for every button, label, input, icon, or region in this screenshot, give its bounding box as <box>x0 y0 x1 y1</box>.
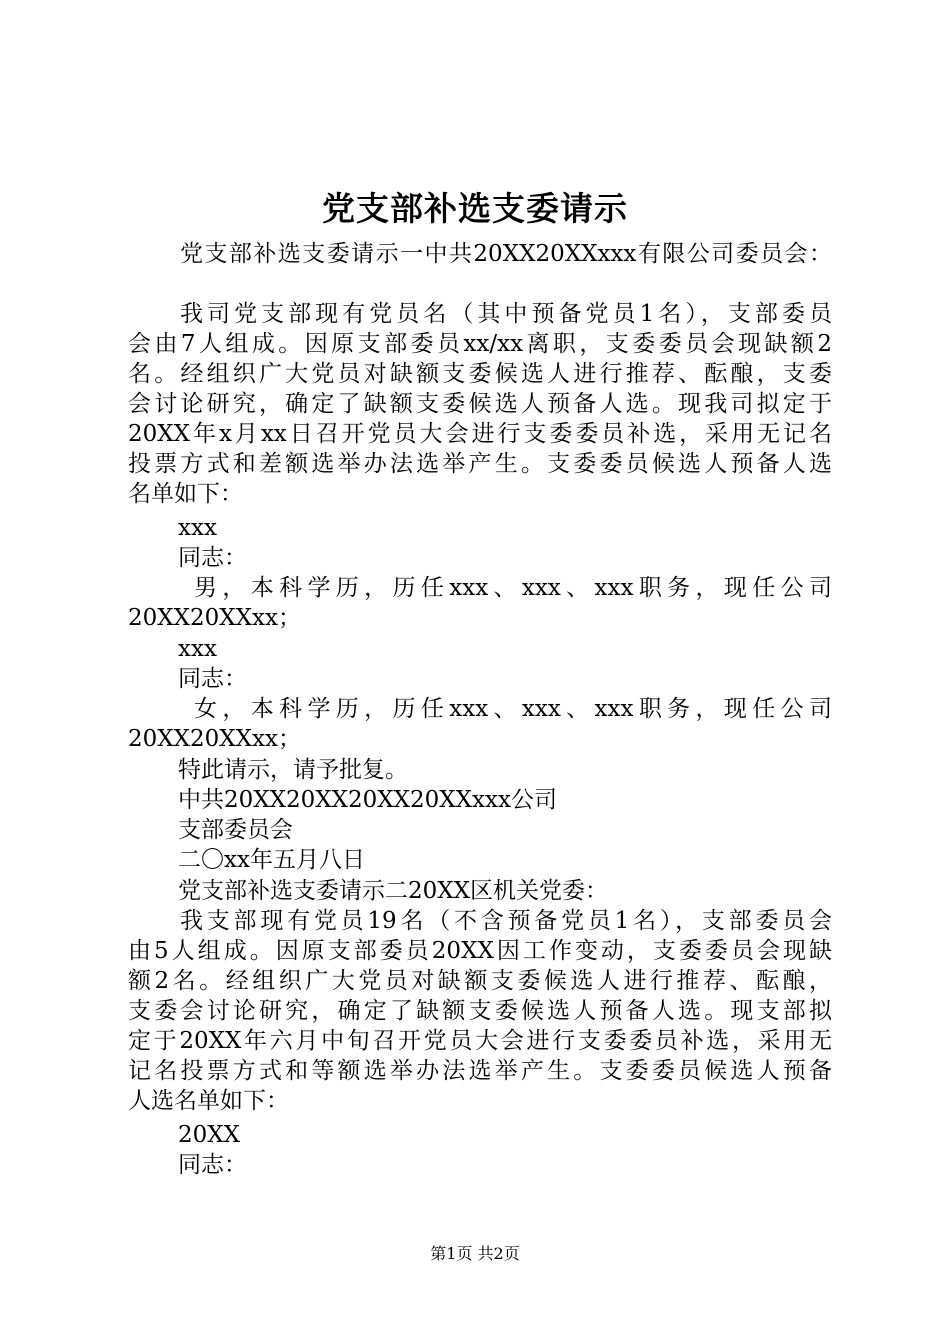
text-line: 中共20XX20XX20XX20XXxxx公司 <box>178 787 557 813</box>
text-line: 20XX20XXxx； <box>128 726 301 752</box>
text-line: 会由7人组成。因原支部委员xx/xx离职，支委委员会现缺额2 <box>128 331 832 357</box>
text-line: 党支部补选支委请示一中共20XX20XXxxx有限公司委员会： <box>180 241 832 267</box>
text-line: 20XX20XXxx； <box>128 605 301 631</box>
text-line: xxx <box>178 636 217 662</box>
text-line: 同志： <box>178 545 247 571</box>
text-line: 支委会讨论研究，确定了缺额支委候选人预备人选。现支部拟 <box>128 998 832 1024</box>
text-line: 人选名单如下： <box>128 1088 289 1114</box>
text-line: 男，本科学历，历任xxx、xxx、xxx职务，现任公司 <box>194 575 832 601</box>
text-line: 20XX <box>178 1122 241 1148</box>
text-line: 我支部现有党员19名（不含预备党员1名），支部委员会 <box>180 908 832 934</box>
text-line: 名单如下： <box>128 481 243 507</box>
text-line: 同志： <box>178 666 247 692</box>
text-line: 名。经组织广大党员对缺额支委候选人进行推荐、酝酿，支委 <box>128 361 832 387</box>
text-line: 同志： <box>178 1152 247 1178</box>
text-line: 支部委员会 <box>178 817 293 843</box>
text-line: 会讨论研究，确定了缺额支委候选人预备人选。现我司拟定于 <box>128 391 832 417</box>
text-line: 女，本科学历，历任xxx、xxx、xxx职务，现任公司 <box>194 696 832 722</box>
document-title: 党支部补选支委请示 <box>322 189 628 228</box>
text-line: xxx <box>178 515 217 541</box>
text-line: 我司党支部现有党员名（其中预备党员1名），支部委员 <box>180 301 832 327</box>
text-line: 党支部补选支委请示二20XX区机关党委： <box>178 878 609 904</box>
text-line: 二〇xx年五月八日 <box>178 847 365 873</box>
text-line: 额2名。经组织广大党员对缺额支委候选人进行推荐、酝酿， <box>128 968 832 994</box>
text-line: 记名投票方式和等额选举办法选举产生。支委委员候选人预备 <box>128 1058 832 1084</box>
text-line: 定于20XX年六月中旬召开党员大会进行支委委员补选，采用无 <box>128 1028 832 1054</box>
text-line: 由5人组成。因原支部委员20XX因工作变动，支委委员会现缺 <box>128 938 832 964</box>
text-line: 20XX年x月xx日召开党员大会进行支委委员补选，采用无记名 <box>128 421 832 447</box>
page-footer: 第1页 共2页 <box>430 1244 520 1263</box>
text-line: 投票方式和差额选举办法选举产生。支委委员候选人预备人选 <box>128 451 832 477</box>
text-line: 特此请示，请予批复。 <box>178 757 408 783</box>
